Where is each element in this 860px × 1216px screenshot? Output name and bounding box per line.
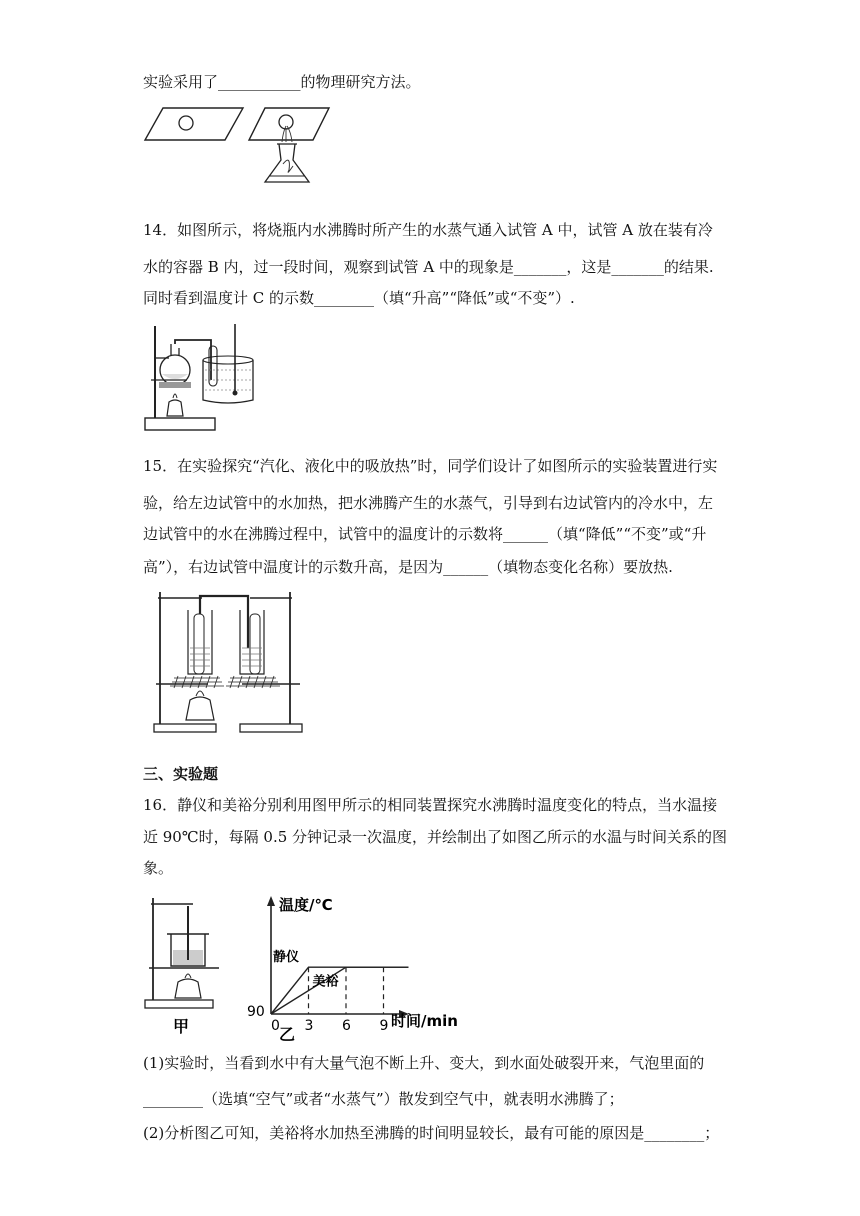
q16-chart-yi [243, 892, 483, 1042]
series-label-1: 美裕 [312, 974, 339, 990]
q16-figure-jia [143, 892, 233, 1042]
section-title: 三、实验题 [143, 765, 219, 783]
x-axis-label: 时间/min [391, 1012, 458, 1030]
q15-line-2: 验，给左边试管中的水加热，把水沸腾产生的水蒸气，引导到右边试管内的冷水中，左 [143, 494, 714, 512]
q16-line-3: 象。 [143, 859, 174, 877]
y-axis-arrow [267, 896, 275, 906]
fig-yi-label: 乙 [279, 1025, 296, 1042]
q14-line-2: 水的容器 B 内，过一段时间，观察到试管 A 中的现象是_______，这是_______的结果. [143, 258, 714, 276]
x-tick-label-9: 9 [379, 1018, 389, 1034]
q15-line-4: 高”），右边试管中温度计的示数升高，是因为______（填物态变化名称）要放热. [143, 558, 673, 576]
q15-figure [150, 588, 310, 738]
q16-sub1-line-2: ________（选填“空气”或者“水蒸气”）散发到空气中，就表明水沸腾了； [143, 1090, 624, 1108]
x-tick-label-0: 0 [271, 1018, 280, 1034]
series-label-0: 静仪 [273, 950, 300, 966]
series-line-1 [271, 967, 409, 1014]
fig-jia-label: 甲 [173, 1017, 190, 1036]
paper-card-left [145, 108, 243, 140]
q13-figure [143, 104, 333, 204]
paper-card-right [249, 108, 329, 140]
y-axis-label: 温度/℃ [279, 896, 333, 914]
q14-figure [143, 320, 263, 440]
x-tick-label-6: 6 [342, 1018, 351, 1034]
q14-line-1: 14．如图所示，将烧瓶内水沸腾时所产生的水蒸气通入试管 A 中，试管 A 放在装有冷 [143, 221, 713, 239]
y-origin-label: 90 [247, 1004, 265, 1020]
q13-line-1: 实验采用了___________的物理研究方法。 [143, 73, 421, 91]
q16-line-1: 16．静仪和美裕分别利用图甲所示的相同装置探究水沸腾时温度变化的特点，当水温接 [143, 796, 718, 814]
q16-line-2: 近 90℃时，每隔 0.5 分钟记录一次温度，并绘制出了如图乙所示的水温与时间关系的图 [143, 828, 728, 846]
q15-line-3: 边试管中的水在沸腾过程中，试管中的温度计的示数将______（填“降低”“不变”或“升 [143, 525, 707, 543]
series-line-0 [271, 967, 409, 1014]
hole-left [179, 116, 193, 130]
q15-line-1: 15．在实验探究“汽化、液化中的吸放热”时，同学们设计了如图所示的实验装置进行实 [143, 457, 718, 475]
x-tick-label-3: 3 [304, 1018, 314, 1034]
q14-line-3: 同时看到温度计 C 的示数________（填“升高”“降低”或“不变”）. [143, 289, 575, 307]
q16-sub2-line-1: (2)分析图乙可知，美裕将水加热至沸腾的时间明显较长，最有可能的原因是________； [143, 1124, 720, 1142]
q16-sub1-line-1: (1)实验时，当看到水中有大量气泡不断上升、变大，到水面处破裂开来，气泡里面的 [143, 1054, 705, 1072]
